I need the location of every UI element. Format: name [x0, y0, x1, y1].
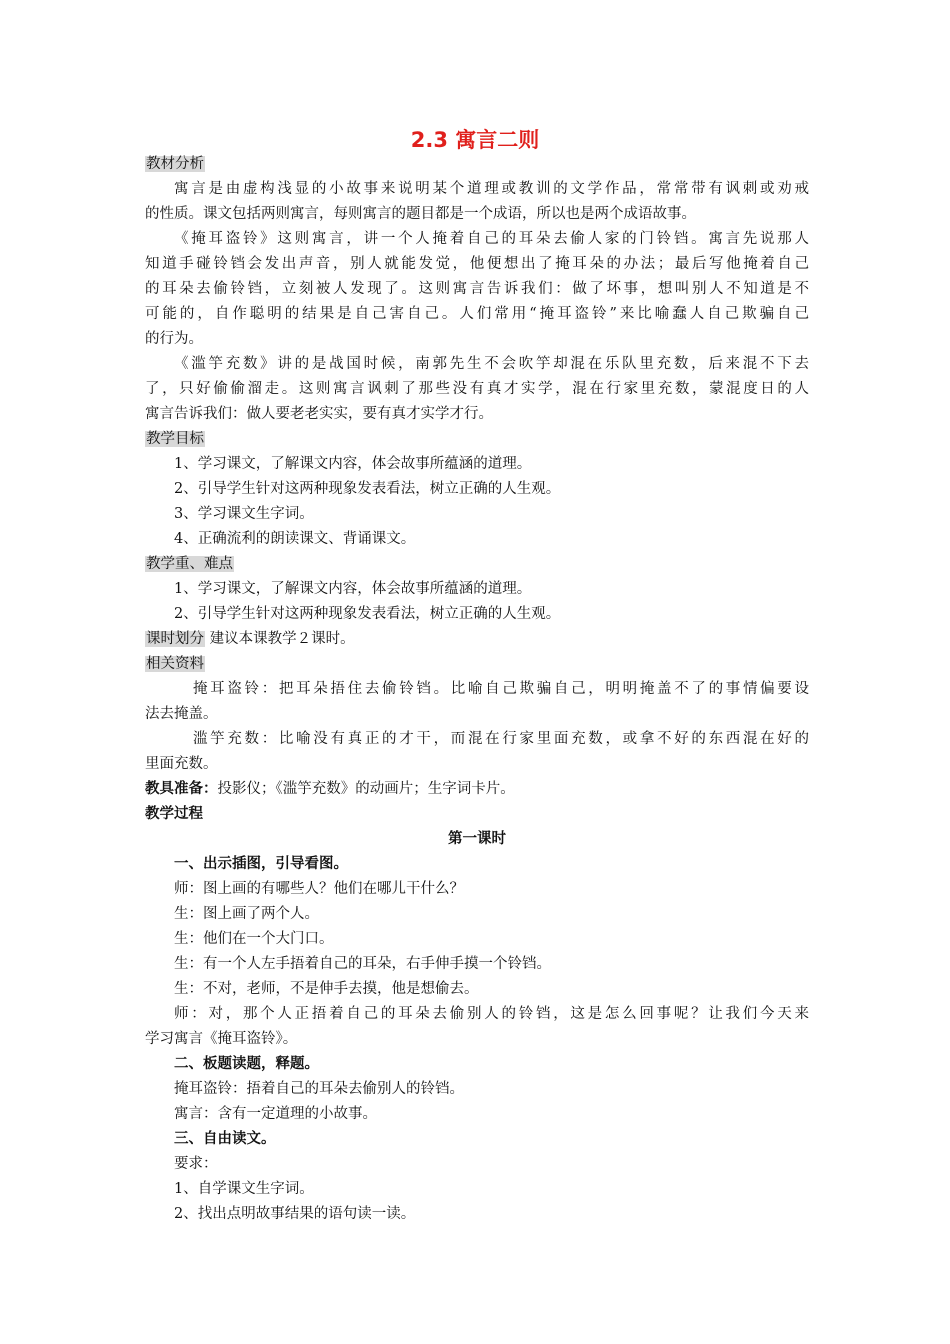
paragraph-line: 的耳朵去偷铃铛，立刻被人发现了。这则寓言告诉我们：做了坏事，想叫别人不知道是不 — [145, 281, 809, 297]
step-heading: 一、出示插图，引导看图。 — [174, 856, 348, 872]
paragraph-line: 可能的，自作聪明的结果是自己害自己。人们常用“掩耳盗铃”来比喻蠢人自己欺骗自己 — [145, 306, 809, 322]
paragraph-line: 滥竽充数：比喻没有真正的才干，而混在行家里面充数，或拿不好的东西混在好的 — [193, 731, 809, 747]
list-item: 2、找出点明故事结果的语句读一读。 — [174, 1206, 416, 1222]
paragraph-line: 了，只好偷偷溜走。这则寓言讽刺了那些没有真才实学，混在行家里充数，蒙混度日的人 — [145, 381, 809, 397]
list-item: 2、引导学生针对这两种现象发表看法，树立正确的人生观。 — [174, 606, 561, 622]
paragraph-line: 知道手碰铃铛会发出声音，别人就能发觉，他便想出了掩耳朵的办法；最后写他掩着自己 — [145, 256, 809, 272]
paragraph-line: 里面充数。 — [145, 756, 218, 772]
schedule-text: 建议本课教学２课时。 — [205, 631, 355, 647]
dialogue-line: 学习寓言《掩耳盗铃》。 — [145, 1031, 298, 1047]
document-body — [145, 152, 809, 1227]
paragraph-line: 的行为。 — [145, 331, 203, 347]
list-item: 3、学习课文生字词。 — [174, 506, 314, 522]
requirement-label: 要求： — [174, 1156, 218, 1172]
dialogue-line: 生：图上画了两个人。 — [174, 906, 319, 922]
list-item: 1、自学课文生字词。 — [174, 1181, 314, 1197]
list-item: 1、学习课文，了解课文内容，体会故事所蕴涵的道理。 — [174, 581, 532, 597]
dialogue-line: 生：有一个人左手捂着自己的耳朵，右手伸手摸一个铃铛。 — [174, 956, 551, 972]
step-heading: 二、板题读题，释题。 — [174, 1056, 319, 1072]
step-heading: 三、自由读文。 — [174, 1131, 276, 1147]
paragraph-line: 掩耳盗铃：把耳朵捂住去偷铃铛。比喻自己欺骗自己，明明掩盖不了的事情偏要设 — [193, 681, 809, 697]
dialogue-line: 师：图上画的有哪些人？他们在哪儿干什么？ — [174, 881, 464, 897]
explanation-line: 寓言：含有一定道理的小故事。 — [174, 1106, 377, 1122]
dialogue-line: 生：他们在一个大门口。 — [174, 931, 334, 947]
section-heading-key-points: 教学重、难点 — [146, 556, 233, 572]
list-item: 4、正确流利的朗读课文、背诵课文。 — [174, 531, 416, 547]
list-item: 2、引导学生针对这两种现象发表看法，树立正确的人生观。 — [174, 481, 561, 497]
list-item: 1、学习课文，了解课文内容，体会故事所蕴涵的道理。 — [174, 456, 532, 472]
explanation-line: 掩耳盗铃：捂着自己的耳朵去偷别人的铃铛。 — [174, 1081, 464, 1097]
section-heading-references: 相关资料 — [146, 656, 204, 672]
section-heading-schedule: 课时划分 — [146, 631, 204, 647]
paragraph-line: 《掩耳盗铃》这则寓言，讲一个人掩着自己的耳朵去偷人家的门铃铛。寓言先说那人 — [174, 231, 809, 247]
tools-label: 教具准备： — [145, 781, 218, 797]
section-heading-analysis: 教材分析 — [146, 156, 204, 172]
paragraph-line: 的性质。课文包括两则寓言，每则寓言的题目都是一个成语，所以也是两个成语故事。 — [145, 206, 696, 222]
section-heading-process: 教学过程 — [145, 806, 203, 822]
tools-text: 投影仪；《滥竽充数》的动画片；生字词卡片。 — [217, 781, 515, 797]
dialogue-line: 师：对，那个人正捂着自己的耳朵去偷别人的铃铛，这是怎么回事呢？让我们今天来 — [174, 1006, 809, 1022]
paragraph-line: 法去掩盖。 — [145, 706, 218, 722]
paragraph-line: 寓言告诉我们：做人要老老实实，要有真才实学才行。 — [145, 406, 493, 422]
paragraph-line: 寓言是由虚构浅显的小故事来说明某个道理或教训的文学作品，常常带有讽刺或劝戒 — [174, 181, 809, 197]
lesson-heading: 第一课时 — [448, 831, 506, 847]
dialogue-line: 生：不对，老师，不是伸手去摸，他是想偷去。 — [174, 981, 479, 997]
document-title: 2.3 寓言二则 — [410, 128, 540, 152]
paragraph-line: 《滥竽充数》讲的是战国时候，南郭先生不会吹竽却混在乐队里充数，后来混不下去 — [174, 356, 809, 372]
section-heading-goals: 教学目标 — [146, 431, 204, 447]
